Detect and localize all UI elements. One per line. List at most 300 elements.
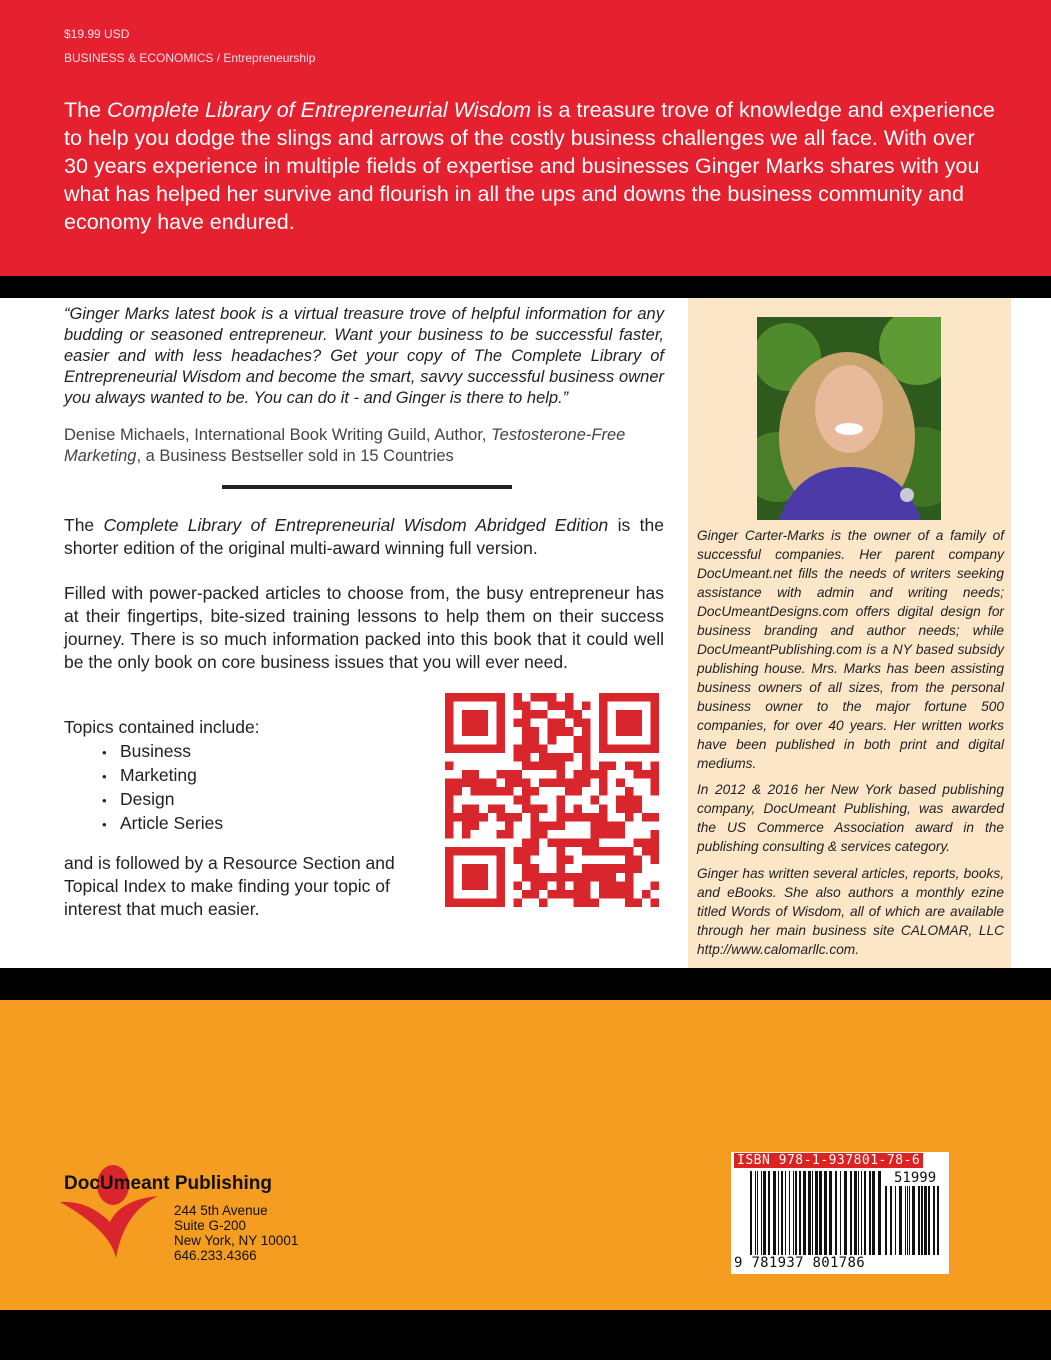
qr-module bbox=[479, 727, 488, 736]
qr-module bbox=[591, 830, 600, 839]
qr-module bbox=[471, 864, 480, 873]
qr-module bbox=[608, 864, 617, 873]
barcode-bar bbox=[808, 1171, 811, 1255]
qr-module bbox=[505, 787, 514, 796]
qr-module bbox=[573, 719, 582, 728]
qr-module bbox=[591, 864, 600, 873]
qr-module bbox=[513, 719, 522, 728]
qr-module bbox=[625, 881, 634, 890]
qr-module bbox=[531, 839, 540, 848]
publisher-phone: 646.233.4366 bbox=[174, 1248, 257, 1263]
qr-module bbox=[642, 839, 651, 848]
qr-module bbox=[462, 779, 471, 788]
qr-module bbox=[616, 779, 625, 788]
barcode-bar bbox=[835, 1171, 837, 1255]
list-item: • Article Series bbox=[102, 812, 223, 836]
qr-module bbox=[445, 736, 454, 745]
qr-module bbox=[471, 710, 480, 719]
qr-module bbox=[556, 813, 565, 822]
barcode-bar bbox=[869, 1171, 871, 1255]
author-photo bbox=[757, 317, 941, 520]
qr-module bbox=[599, 702, 608, 711]
qr-module bbox=[556, 770, 565, 779]
qr-module bbox=[633, 719, 642, 728]
qr-module bbox=[496, 898, 505, 907]
description-paragraph-1 bbox=[64, 514, 664, 560]
qr-module bbox=[556, 839, 565, 848]
barcode-price-code: 51999 bbox=[894, 1170, 937, 1186]
qr-module bbox=[445, 779, 454, 788]
qr-module bbox=[454, 744, 463, 753]
barcode-bar bbox=[918, 1186, 920, 1255]
section-divider bbox=[222, 485, 512, 489]
qr-module bbox=[650, 787, 659, 796]
qr-module bbox=[462, 804, 471, 813]
barcode-bar bbox=[778, 1171, 779, 1255]
qr-module bbox=[479, 719, 488, 728]
qr-module bbox=[650, 719, 659, 728]
qr-module bbox=[454, 779, 463, 788]
ean-barcode-bars bbox=[750, 1171, 882, 1255]
qr-module bbox=[591, 839, 600, 848]
qr-module bbox=[565, 873, 574, 882]
description-book-title: Complete Library of Entrepreneurial Wisdom Abridged Edition bbox=[103, 515, 609, 535]
qr-module bbox=[599, 744, 608, 753]
qr-module bbox=[599, 736, 608, 745]
black-stripe bbox=[0, 1310, 1051, 1360]
qr-module bbox=[522, 719, 531, 728]
qr-module bbox=[599, 813, 608, 822]
barcode-bar bbox=[795, 1171, 797, 1255]
qr-module bbox=[462, 710, 471, 719]
qr-module bbox=[650, 736, 659, 745]
qr-module bbox=[479, 898, 488, 907]
qr-module bbox=[599, 693, 608, 702]
qr-module bbox=[625, 727, 634, 736]
attribution-text: Denise Michaels, International Book Writing Guild, Author, bbox=[64, 426, 492, 444]
qr-module bbox=[599, 890, 608, 899]
barcode-bar bbox=[844, 1171, 847, 1255]
qr-module bbox=[573, 744, 582, 753]
qr-module bbox=[496, 864, 505, 873]
qr-module bbox=[548, 719, 557, 728]
qr-module bbox=[531, 847, 540, 856]
qr-module bbox=[488, 787, 497, 796]
qr-module bbox=[513, 847, 522, 856]
qr-module bbox=[522, 839, 531, 848]
qr-module bbox=[633, 864, 642, 873]
qr-module bbox=[496, 736, 505, 745]
barcode-bar bbox=[937, 1186, 939, 1255]
qr-module bbox=[642, 847, 651, 856]
qr-module bbox=[513, 813, 522, 822]
qr-module bbox=[496, 813, 505, 822]
qr-module bbox=[462, 881, 471, 890]
qr-module bbox=[582, 761, 591, 770]
qr-module bbox=[608, 693, 617, 702]
qr-module bbox=[531, 744, 540, 753]
qr-module bbox=[625, 856, 634, 865]
qr-module bbox=[608, 847, 617, 856]
qr-module bbox=[522, 710, 531, 719]
qr-module bbox=[462, 873, 471, 882]
qr-module bbox=[539, 744, 548, 753]
qr-module bbox=[650, 779, 659, 788]
qr-module bbox=[616, 796, 625, 805]
qr-code-icon bbox=[445, 693, 659, 907]
barcode-bar bbox=[785, 1171, 786, 1255]
qr-module bbox=[625, 813, 634, 822]
qr-module bbox=[531, 830, 540, 839]
qr-module bbox=[471, 804, 480, 813]
qr-module bbox=[445, 847, 454, 856]
qr-module bbox=[633, 710, 642, 719]
qr-module bbox=[556, 873, 565, 882]
qr-module bbox=[522, 890, 531, 899]
qr-module bbox=[573, 736, 582, 745]
qr-module bbox=[599, 804, 608, 813]
qr-module bbox=[522, 736, 531, 745]
qr-module bbox=[565, 753, 574, 762]
topics-intro: Topics contained include: bbox=[64, 717, 260, 737]
qr-module bbox=[599, 873, 608, 882]
qr-module bbox=[445, 761, 454, 770]
barcode-bar bbox=[803, 1171, 806, 1255]
qr-module bbox=[539, 873, 548, 882]
qr-module bbox=[608, 881, 617, 890]
qr-module bbox=[573, 770, 582, 779]
barcode-bar bbox=[890, 1186, 892, 1255]
qr-module bbox=[616, 847, 625, 856]
qr-module bbox=[650, 727, 659, 736]
qr-module bbox=[522, 779, 531, 788]
qr-module bbox=[599, 719, 608, 728]
qr-module bbox=[445, 856, 454, 865]
qr-module bbox=[488, 847, 497, 856]
qr-module bbox=[616, 727, 625, 736]
qr-module bbox=[599, 727, 608, 736]
barcode-bar bbox=[763, 1171, 766, 1255]
qr-module bbox=[633, 727, 642, 736]
qr-module bbox=[650, 702, 659, 711]
barcode-bar bbox=[761, 1171, 762, 1255]
barcode-bar bbox=[757, 1171, 758, 1255]
qr-module bbox=[471, 744, 480, 753]
author-bio-paragraph-3: Ginger has written several articles, reports, books, and eBooks. She also authors a monthly ezine titled Words of Wisdom, all of which are available through her main business site CALOMAR, LLC http://www.calomarllc.com. bbox=[697, 866, 1004, 957]
barcode-bar bbox=[789, 1171, 790, 1255]
qr-module bbox=[650, 839, 659, 848]
qr-module bbox=[479, 787, 488, 796]
address-line: 244 5th Avenue bbox=[174, 1203, 268, 1218]
qr-module bbox=[471, 693, 480, 702]
qr-module bbox=[591, 873, 600, 882]
qr-module bbox=[539, 761, 548, 770]
qr-module bbox=[599, 864, 608, 873]
qr-module bbox=[650, 710, 659, 719]
barcode-bar bbox=[840, 1171, 841, 1255]
qr-module bbox=[565, 890, 574, 899]
qr-module bbox=[573, 881, 582, 890]
qr-module bbox=[633, 744, 642, 753]
qr-module bbox=[471, 770, 480, 779]
address-line: Suite G-200 bbox=[174, 1218, 247, 1233]
qr-module bbox=[573, 787, 582, 796]
qr-module bbox=[445, 796, 454, 805]
qr-module bbox=[608, 890, 617, 899]
qr-module bbox=[616, 881, 625, 890]
qr-module bbox=[582, 753, 591, 762]
qr-module bbox=[522, 873, 531, 882]
qr-module bbox=[445, 821, 454, 830]
barcode-bar bbox=[905, 1186, 906, 1255]
qr-module bbox=[539, 693, 548, 702]
qr-module bbox=[625, 890, 634, 899]
qr-module bbox=[462, 719, 471, 728]
qr-module bbox=[513, 898, 522, 907]
barcode-bar bbox=[858, 1171, 859, 1255]
qr-module bbox=[642, 813, 651, 822]
qr-module bbox=[565, 787, 574, 796]
barcode-bar bbox=[933, 1186, 935, 1255]
author-bio-paragraph-1: Ginger Carter-Marks is the owner of a family of successful companies. Her parent company DocUmeant.net fills the needs of writers seeking assistance with admin and writing needs; DocUmeantDesigns.com offers digital design for business branding and author needs; while DocUmeantPublishing.com is a NY based subsidy publishing house. Mrs. Marks has been assisting business owners of all sizes, from the personal business owner to the major fortune 500 companies, for over 40 years. Her written works have been published in both print and digital mediums. bbox=[697, 528, 1004, 771]
qr-module bbox=[531, 736, 540, 745]
qr-module bbox=[650, 847, 659, 856]
barcode-bar bbox=[755, 1171, 756, 1255]
qr-module bbox=[479, 693, 488, 702]
qr-module bbox=[591, 847, 600, 856]
qr-module bbox=[650, 693, 659, 702]
qr-module bbox=[531, 787, 540, 796]
qr-module bbox=[565, 813, 574, 822]
qr-module bbox=[642, 693, 651, 702]
qr-module bbox=[462, 744, 471, 753]
address-line: New York, NY 10001 bbox=[174, 1233, 299, 1248]
qr-module bbox=[625, 898, 634, 907]
qr-module bbox=[471, 727, 480, 736]
qr-module bbox=[479, 813, 488, 822]
qr-module bbox=[496, 727, 505, 736]
qr-module bbox=[625, 796, 634, 805]
qr-module bbox=[582, 890, 591, 899]
qr-module bbox=[633, 761, 642, 770]
qr-module bbox=[616, 693, 625, 702]
qr-module bbox=[565, 702, 574, 711]
qr-module bbox=[573, 804, 582, 813]
qr-module bbox=[505, 830, 514, 839]
qr-module bbox=[548, 779, 557, 788]
qr-module bbox=[539, 898, 548, 907]
qr-module bbox=[539, 881, 548, 890]
qr-module bbox=[582, 779, 591, 788]
qr-module bbox=[496, 770, 505, 779]
qr-module bbox=[445, 744, 454, 753]
qr-module bbox=[531, 804, 540, 813]
qr-module bbox=[496, 693, 505, 702]
qr-module bbox=[556, 804, 565, 813]
qr-module bbox=[496, 847, 505, 856]
addon-barcode-bars bbox=[885, 1186, 943, 1255]
qr-module bbox=[471, 813, 480, 822]
qr-module bbox=[625, 787, 634, 796]
qr-module bbox=[642, 770, 651, 779]
qr-module bbox=[616, 864, 625, 873]
qr-module bbox=[496, 702, 505, 711]
qr-module bbox=[522, 847, 531, 856]
qr-module bbox=[599, 710, 608, 719]
price-label: $19.99 USD bbox=[64, 27, 130, 41]
qr-module bbox=[462, 693, 471, 702]
qr-module bbox=[565, 727, 574, 736]
qr-module bbox=[548, 821, 557, 830]
qr-module bbox=[479, 847, 488, 856]
qr-module bbox=[616, 744, 625, 753]
qr-module bbox=[488, 693, 497, 702]
qr-module bbox=[565, 856, 574, 865]
qr-module bbox=[496, 856, 505, 865]
barcode-bar bbox=[773, 1171, 776, 1255]
barcode-bar bbox=[793, 1171, 794, 1255]
qr-module bbox=[599, 787, 608, 796]
qr-module bbox=[454, 898, 463, 907]
qr-module bbox=[633, 839, 642, 848]
qr-module bbox=[522, 856, 531, 865]
qr-module bbox=[556, 761, 565, 770]
barcode-bar bbox=[781, 1171, 783, 1255]
black-stripe bbox=[0, 968, 1051, 1000]
qr-module bbox=[548, 839, 557, 848]
qr-module bbox=[522, 761, 531, 770]
qr-module bbox=[582, 744, 591, 753]
publisher-name: DocUmeant Publishing bbox=[64, 1173, 272, 1194]
qr-module bbox=[496, 873, 505, 882]
qr-module bbox=[462, 770, 471, 779]
qr-module bbox=[513, 693, 522, 702]
qr-module bbox=[539, 753, 548, 762]
qr-module bbox=[531, 821, 540, 830]
qr-module bbox=[471, 821, 480, 830]
qr-module bbox=[616, 830, 625, 839]
qr-module bbox=[488, 744, 497, 753]
qr-module bbox=[616, 890, 625, 899]
qr-module bbox=[556, 856, 565, 865]
qr-module bbox=[539, 779, 548, 788]
qr-module bbox=[445, 898, 454, 907]
qr-module bbox=[625, 710, 634, 719]
qr-module bbox=[513, 702, 522, 711]
barcode-bar bbox=[895, 1186, 896, 1255]
qr-module bbox=[608, 761, 617, 770]
qr-module bbox=[445, 881, 454, 890]
qr-module bbox=[573, 813, 582, 822]
qr-module bbox=[582, 702, 591, 711]
qr-module bbox=[556, 727, 565, 736]
intro-paragraph bbox=[64, 96, 1004, 236]
qr-module bbox=[548, 702, 557, 711]
qr-module bbox=[650, 830, 659, 839]
qr-module bbox=[599, 779, 608, 788]
qr-module bbox=[496, 719, 505, 728]
qr-module bbox=[650, 813, 659, 822]
qr-module bbox=[608, 821, 617, 830]
list-item: • Design bbox=[102, 788, 223, 812]
qr-module bbox=[505, 813, 514, 822]
qr-module bbox=[616, 804, 625, 813]
qr-module bbox=[650, 898, 659, 907]
qr-module bbox=[599, 830, 608, 839]
qr-module bbox=[445, 864, 454, 873]
qr-module bbox=[522, 727, 531, 736]
barcode-bar bbox=[912, 1186, 915, 1255]
qr-module bbox=[625, 744, 634, 753]
qr-module bbox=[454, 787, 463, 796]
qr-module bbox=[556, 890, 565, 899]
barcode-bar bbox=[885, 1186, 887, 1255]
qr-module bbox=[650, 881, 659, 890]
qr-module bbox=[531, 873, 540, 882]
barcode-bar bbox=[829, 1171, 832, 1255]
qr-module bbox=[642, 744, 651, 753]
qr-module bbox=[556, 796, 565, 805]
qr-module bbox=[496, 710, 505, 719]
qr-module bbox=[522, 744, 531, 753]
qr-module bbox=[599, 847, 608, 856]
category-label: BUSINESS & ECONOMICS / Entrepreneurship bbox=[64, 51, 316, 65]
qr-module bbox=[582, 881, 591, 890]
topics-list bbox=[102, 740, 223, 836]
qr-module bbox=[462, 727, 471, 736]
barcode-bar bbox=[812, 1171, 813, 1255]
qr-module bbox=[505, 779, 514, 788]
qr-module bbox=[599, 761, 608, 770]
qr-module bbox=[573, 890, 582, 899]
qr-module bbox=[633, 770, 642, 779]
qr-module bbox=[633, 856, 642, 865]
qr-module bbox=[582, 736, 591, 745]
qr-module bbox=[513, 881, 522, 890]
qr-module bbox=[548, 693, 557, 702]
barcode-bar bbox=[799, 1171, 801, 1255]
qr-module bbox=[531, 881, 540, 890]
qr-module bbox=[633, 898, 642, 907]
qr-module bbox=[650, 856, 659, 865]
intro-prefix: The bbox=[64, 98, 108, 122]
qr-module bbox=[608, 744, 617, 753]
qr-module bbox=[471, 881, 480, 890]
qr-module bbox=[479, 744, 488, 753]
qr-module bbox=[513, 796, 522, 805]
qr-module bbox=[582, 770, 591, 779]
qr-module bbox=[462, 847, 471, 856]
qr-module bbox=[496, 787, 505, 796]
qr-module bbox=[616, 710, 625, 719]
qr-module bbox=[445, 702, 454, 711]
qr-module bbox=[599, 821, 608, 830]
qr-module bbox=[513, 856, 522, 865]
qr-module bbox=[496, 890, 505, 899]
qr-module bbox=[616, 821, 625, 830]
barcode-bar bbox=[928, 1186, 930, 1255]
qr-module bbox=[445, 787, 454, 796]
qr-module bbox=[650, 761, 659, 770]
qr-module bbox=[608, 873, 617, 882]
qr-module bbox=[445, 873, 454, 882]
barcode-bar bbox=[909, 1186, 910, 1255]
description-paragraph-2: Filled with power-packed articles to choose from, the busy entrepreneur has at their fingertips, bite-sized training lessons to help them on their success journey. There is so much information packed into this book that it could well be the only book on core business issues that you will ever need. bbox=[64, 583, 664, 672]
qr-module bbox=[471, 719, 480, 728]
qr-module bbox=[582, 813, 591, 822]
qr-module bbox=[471, 779, 480, 788]
qr-module bbox=[445, 813, 454, 822]
